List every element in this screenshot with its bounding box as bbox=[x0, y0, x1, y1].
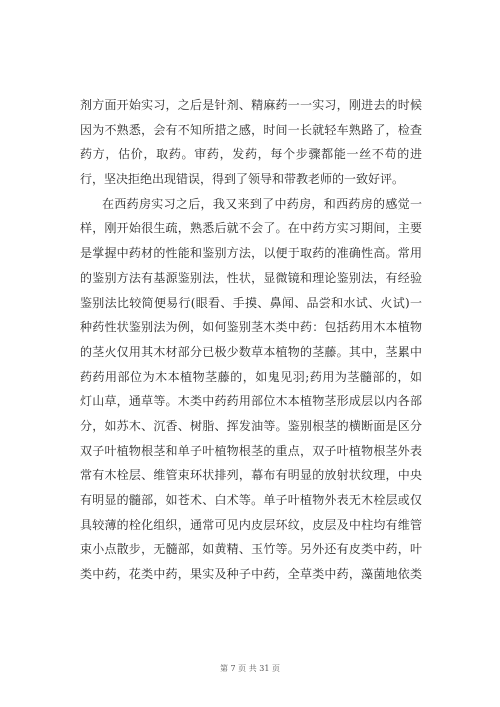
text-line: 常有木栓层、维管束环状排列，幕布有明显的放射状纹理，中央 bbox=[80, 468, 422, 483]
text-line: 种药性状鉴别法为例，如何鉴别茎木类中药：包括药用木本植物 bbox=[80, 320, 422, 335]
text-line: 行，坚决拒绝出现错误，得到了领导和带教老师的一致好评。 bbox=[80, 172, 405, 187]
text-line: 因为不熟悉，会有不知所措之感，时间一长就轻车熟路了，检查 bbox=[80, 122, 422, 137]
body-text bbox=[80, 93, 422, 587]
text-line: 剂方面开始实习，之后是针剂、精麻药一一实习，刚进去的时候 bbox=[80, 98, 422, 112]
text-line: 灯山草，通草等。木类中药药用部位木本植物茎形成层以内各部 bbox=[80, 394, 422, 409]
paragraph bbox=[80, 192, 422, 587]
text-line: 束小点散步，无髓部，如黄精、玉竹等。另外还有皮类中药，叶 bbox=[80, 542, 422, 557]
text-line: 有明显的髓部，如苍术、白术等。单子叶植物外表无木栓层或仅 bbox=[80, 493, 422, 507]
text-line: 的茎火仅用其木材部分已极少数草本植物的茎藤。其中，茎累中 bbox=[80, 344, 422, 359]
page-number: 第 7 页 共 31 页 bbox=[220, 664, 280, 673]
text-line: 的鉴别方法有基源鉴别法，性状，显微镜和理论鉴别法，有经验 bbox=[80, 270, 422, 285]
text-line: 类中药，花类中药，果实及种子中药，全草类中药，藻菌地依类 bbox=[80, 567, 422, 582]
paragraph bbox=[80, 93, 422, 192]
text-line: 是掌握中药材的性能和鉴别方法，以便于取药的准确性高。常用 bbox=[80, 246, 422, 261]
text-line: 分，如苏木、沉香、树脂、挥发油等。鉴别根茎的横断面是区分 bbox=[80, 418, 422, 433]
text-line: 双子叶植物根茎和单子叶植物根茎的重点，双子叶植物根茎外表 bbox=[80, 443, 422, 458]
text-line: 具较薄的栓化组织，通常可见内皮层环纹，皮层及中柱均有维管 bbox=[80, 517, 422, 532]
text-line: 样，刚开始很生疏，熟悉后就不会了。在中药方实习期间，主要 bbox=[80, 221, 422, 236]
text-line: 药药用部位为木本植物茎藤的，如鬼见羽;药用为茎髓部的，如 bbox=[80, 369, 422, 384]
text-line: 鉴别法比较简便易行(眼看、手摸、鼻闻、品尝和水试、火试)一 bbox=[80, 295, 422, 310]
text-line: 在西药房实习之后，我又来到了中药房，和西药房的感觉一 bbox=[102, 196, 422, 211]
text-line: 药方，估价，取药。审药，发药，每个步骤都能一丝不苟的进 bbox=[80, 147, 422, 162]
